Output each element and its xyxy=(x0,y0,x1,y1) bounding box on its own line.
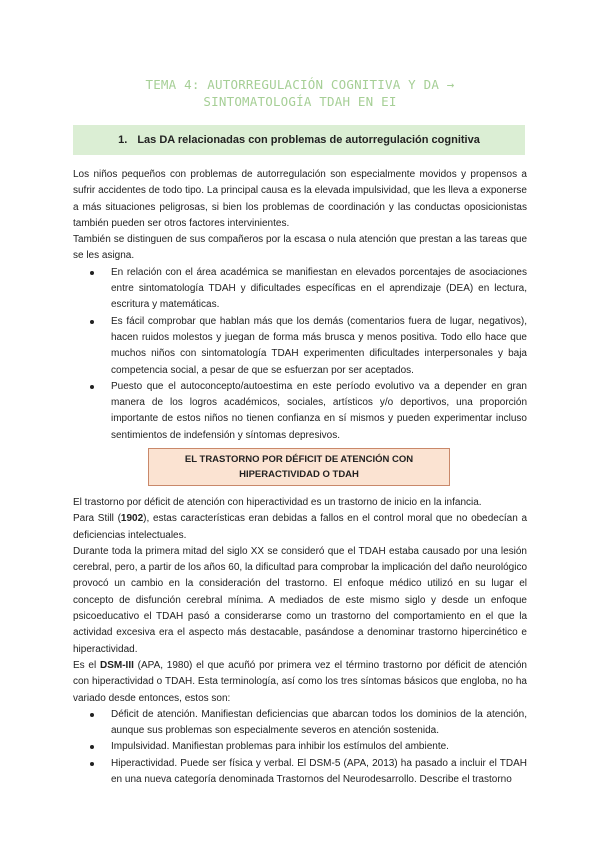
section-2-heading xyxy=(148,448,450,486)
section-1-bullet-list xyxy=(73,265,527,444)
list-item: En relación con el área académica se manifiestan en elevados porcentajes de asociaciones entre sintomatología TDAH y dificultades específicas en el aprendizaje (DEA) en lectura, escritura y matemáticas. xyxy=(111,265,527,314)
section-2-body xyxy=(73,495,527,788)
paragraph xyxy=(73,658,527,707)
paragraph: Durante toda la primera mitad del siglo XX se consideró que el TDAH estaba causado por una lesión cerebral, pero, a partir de los años 60, la dificultad para comprobar la implicación del daño neurológico provocó un cambio en la consideración del trastorno. El enfoque médico utilizó en su lugar el concepto de disfunción cerebral mínima. A mediados de este mismo siglo y desde un enfoque psicoeducativo el TDAH pasó a considerarse como un trastorno del comportamiento en el que la actividad excesiva era el aspecto más destacable, pasándose a denominar trastorno hipercinético e hiperactividad. xyxy=(73,545,527,655)
list-item: Hiperactividad. Puede ser física y verbal. El DSM-5 (APA, 2013) ha pasado a incluir el TDAH en una nueva categoría denominada Trastornos del Neurodesarrollo. Describe el trastorno xyxy=(111,756,527,789)
paragraph-text: Para Still ( xyxy=(73,513,121,525)
title-line-2: SINTOMATOLOGÍA TDAH EN EI xyxy=(203,94,397,109)
paragraph: El trastorno por déficit de atención con hiperactividad es un trastorno de inicio en la infancia. xyxy=(73,497,482,508)
section-1-heading-text: Las DA relacionadas con problemas de autorregulación cognitiva xyxy=(137,134,480,146)
list-item: Déficit de atención. Manifiestan deficiencias que abarcan todos los dominios de la atención, aunque sus problemas son especialmente severos en atención sostenida. xyxy=(111,707,527,740)
year-bold: 1902 xyxy=(120,513,144,525)
section-2-bullet-list xyxy=(73,707,527,788)
paragraph: También se distinguen de sus compañeros por la escasa o nula atención que prestan a las tareas que se les asigna. xyxy=(73,234,527,262)
paragraph-text: ), estas características eran debidas a fallos en el control moral que no obedecían a deficiencias intelectuales. xyxy=(73,513,528,541)
list-item: Impulsividad. Manifiestan problemas para inhibir los estímulos del ambiente. xyxy=(111,739,527,755)
section-2-heading-line-1: EL TRASTORNO POR DÉFICIT DE ATENCIÓN CON xyxy=(184,454,414,465)
section-1-body xyxy=(73,167,527,444)
title-line-1: TEMA 4: AUTORREGULACIÓN COGNITIVA Y DA → xyxy=(145,77,455,92)
paragraph-text: (APA, 1980) el que acuñó por primera vez el término trastorno por déficit de atención con hiperactividad o TDAH. Esta terminología, así como los tres síntomas básicos que engloba, no ha variado desde entonces, estos son: xyxy=(73,659,527,704)
dsm-bold: DSM-III xyxy=(99,659,134,671)
list-item: Puesto que el autoconcepto/autoestima en este período evolutivo va a depender en gran manera de los logros académicos, sociales, artísticos y/o deportivos, una proporción importante de estos niños no tienen confianza en sí mismos y pueden experimentar incluso sentimientos de indefensión y síntomas depresivos. xyxy=(111,379,527,444)
paragraph: Los niños pequeños con problemas de autorregulación son especialmente movidos y propensos a sufrir accidentes de todo tipo. La principal causa es la elevada impulsividad, que les lleva a exponerse a más situaciones peligrosas, si bien los problemas de coordinación y las conductas oposicionistas también pueden ser otros factores intervinientes. xyxy=(73,169,527,229)
document-title xyxy=(0,76,600,110)
paragraph xyxy=(73,511,527,544)
paragraph-text: Es el xyxy=(73,659,100,671)
section-2-heading-line-2: HIPERACTIVIDAD O TDAH xyxy=(239,469,359,480)
section-1-heading xyxy=(73,125,525,155)
section-1-number: 1. xyxy=(118,134,128,146)
list-item: Es fácil comprobar que hablan más que los demás (comentarios fuera de lugar, negativos), hacen ruidos molestos y juegan de forma más brusca y menos positiva. Todo ello hace que muchos niños con sintomatología TDAH experimenten dificultades interpersonales y baja competencia social, a pesar de que se esfuerzan por ser aceptados. xyxy=(111,314,527,379)
